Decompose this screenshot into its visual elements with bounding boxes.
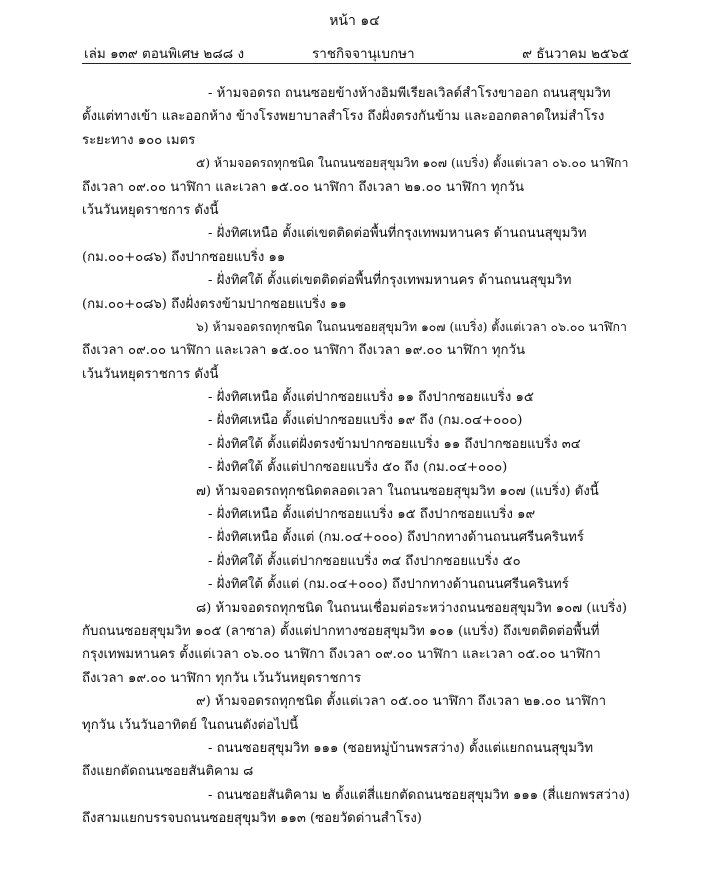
- text-line: - ฝั่งทิศเหนือ ตั้งแต่ปากซอยแบริ่ง ๑๑ ถึงปากซอยแบริ่ง ๑๕: [208, 390, 534, 406]
- text-line: - ฝั่งทิศเหนือ ตั้งแต่เขตติดต่อพื้นที่กรุงเทพมหานคร ด้านถนนสุขุมวิท: [208, 226, 587, 242]
- text-line: ๘) ห้ามจอดรถทุกชนิด ในถนนเชื่อมต่อระหว่างถนนซอยสุขุมวิท ๑๐๗ (แบริ่ง): [196, 600, 627, 616]
- text-line: ๕) ห้ามจอดรถทุกชนิด ในถนนซอยสุขุมวิท ๑๐๗ (แบริ่ง) ตั้งแต่เวลา ๐๖.๐๐ นาฬิกา: [196, 156, 629, 171]
- header-rule: [82, 63, 631, 64]
- text-line: ระยะทาง ๑๐๐ เมตร: [82, 132, 196, 148]
- text-line: เว้นวันหยุดราชการ ดังนี้: [82, 366, 219, 382]
- text-line: ถึงเวลา ๐๙.๐๐ นาฬิกา และเวลา ๑๕.๐๐ นาฬิกา ถึงเวลา ๒๑.๐๐ นาฬิกา ทุกวัน: [82, 179, 525, 195]
- text-line: ๖) ห้ามจอดรถทุกชนิด ในถนนซอยสุขุมวิท ๑๐๗ (แบริ่ง) ตั้งแต่เวลา ๐๖.๐๐ นาฬิกา: [196, 319, 627, 334]
- page-number: หน้า ๑๔: [329, 13, 380, 29]
- text-line: ตั้งแต่ทางเข้า และออกห้าง ข้างโรงพยาบาลสำโรง ถึงฝั่งตรงกันข้าม และออกตลาดใหม่สำโรง: [82, 109, 605, 125]
- text-line: ถึงเวลา ๑๙.๐๐ นาฬิกา ทุกวัน เว้นวันหยุดราชการ: [82, 670, 362, 686]
- text-line: - ฝั่งทิศใต้ ตั้งแต่ปากซอยแบริ่ง ๕๐ ถึง (กม.๐๔+๐๐๐): [208, 460, 508, 476]
- text-line: ถึงสามแยกบรรจบถนนซอยสุขุมวิท ๑๑๓ (ซอยวัดด่านสำโรง): [82, 811, 422, 827]
- text-line: กรุงเทพมหานคร ตั้งแต่เวลา ๐๖.๐๐ นาฬิกา ถึงเวลา ๐๙.๐๐ นาฬิกา และเวลา ๐๕.๐๐ นาฬิกา: [82, 647, 601, 663]
- document-body: [82, 82, 634, 831]
- text-line: - ฝั่งทิศเหนือ ตั้งแต่ (กม.๐๔+๐๐๐) ถึงปากทางด้านถนนศรีนครินทร์: [208, 530, 584, 546]
- header-date: ๙ ธันวาคม ๒๕๖๕: [522, 46, 629, 62]
- text-line: (กม.๐๐+๐๘๖) ถึงปากซอยแบริ่ง ๑๑: [82, 249, 286, 265]
- text-line: - ฝั่งทิศเหนือ ตั้งแต่ปากซอยแบริ่ง ๑๕ ถึงปากซอยแบริ่ง ๑๙: [208, 507, 536, 523]
- text-line: - ฝั่งทิศเหนือ ตั้งแต่ปากซอยแบริ่ง ๑๙ ถึง (กม.๐๔+๐๐๐): [208, 413, 523, 429]
- text-line: - ถนนซอยสุขุมวิท ๑๑๑ (ซอยหมู่บ้านพรสว่าง) ตั้งแต่แยกถนนสุขุมวิท: [208, 740, 594, 756]
- text-line: - ถนนซอยสันติคาม ๒ ตั้งแต่สี่แยกตัดถนนซอยสุขุมวิท ๑๑๑ (สี่แยกพรสว่าง): [208, 787, 630, 803]
- text-line: (กม.๐๐+๐๘๖) ถึงฝั่งตรงข้ามปากซอยแบริ่ง ๑๑: [82, 296, 347, 312]
- text-line: - ฝั่งทิศใต้ ตั้งแต่ปากซอยแบริ่ง ๓๔ ถึงปากซอยแบริ่ง ๕๐: [208, 553, 521, 569]
- text-line: - ฝั่งทิศใต้ ตั้งแต่ (กม.๐๔+๐๐๐) ถึงปากทางด้านถนนศรีนครินทร์: [208, 577, 569, 593]
- header-publication: ราชกิจจานุเบกษา: [312, 46, 415, 62]
- text-line: ถึงเวลา ๐๙.๐๐ นาฬิกา และเวลา ๑๕.๐๐ นาฬิกา ถึงเวลา ๑๙.๐๐ นาฬิกา ทุกวัน: [82, 343, 525, 359]
- text-line: - ห้ามจอดรถ ถนนซอยข้างห้างอิมพีเรียลเวิลด์สำโรงขาออก ถนนสุขุมวิท: [208, 86, 611, 101]
- text-line: ทุกวัน เว้นวันอาทิตย์ ในถนนดังต่อไปนี้: [82, 717, 299, 733]
- text-line: ถึงแยกตัดถนนซอยสันติคาม ๘: [82, 764, 254, 780]
- text-line: กับถนนซอยสุขุมวิท ๑๐๕ (ลาซาล) ตั้งแต่ปากทางซอยสุขุมวิท ๑๐๑ (แบริ่ง) ถึงเขตติดต่อพื้นที่: [82, 623, 600, 639]
- text-line: - ฝั่งทิศใต้ ตั้งแต่เขตติดต่อพื้นที่กรุงเทพมหานคร ด้านถนนสุขุมวิท: [208, 273, 572, 289]
- text-line: ๗) ห้ามจอดรถทุกชนิดตลอดเวลา ในถนนซอยสุขุมวิท ๑๐๗ (แบริ่ง) ดังนี้: [196, 483, 599, 499]
- text-line: - ฝั่งทิศใต้ ตั้งแต่ฝั่งตรงข้ามปากซอยแบริ่ง ๑๑ ถึงปากซอยแบริ่ง ๓๔: [208, 436, 581, 452]
- text-line: ๙) ห้ามจอดรถทุกชนิด ตั้งแต่เวลา ๐๕.๐๐ นาฬิกา ถึงเวลา ๒๑.๐๐ นาฬิกา: [196, 694, 607, 710]
- text-line: เว้นวันหยุดราชการ ดังนี้: [82, 202, 219, 218]
- header-volume: เล่ม ๑๓๙ ตอนพิเศษ ๒๘๘ ง: [84, 46, 245, 62]
